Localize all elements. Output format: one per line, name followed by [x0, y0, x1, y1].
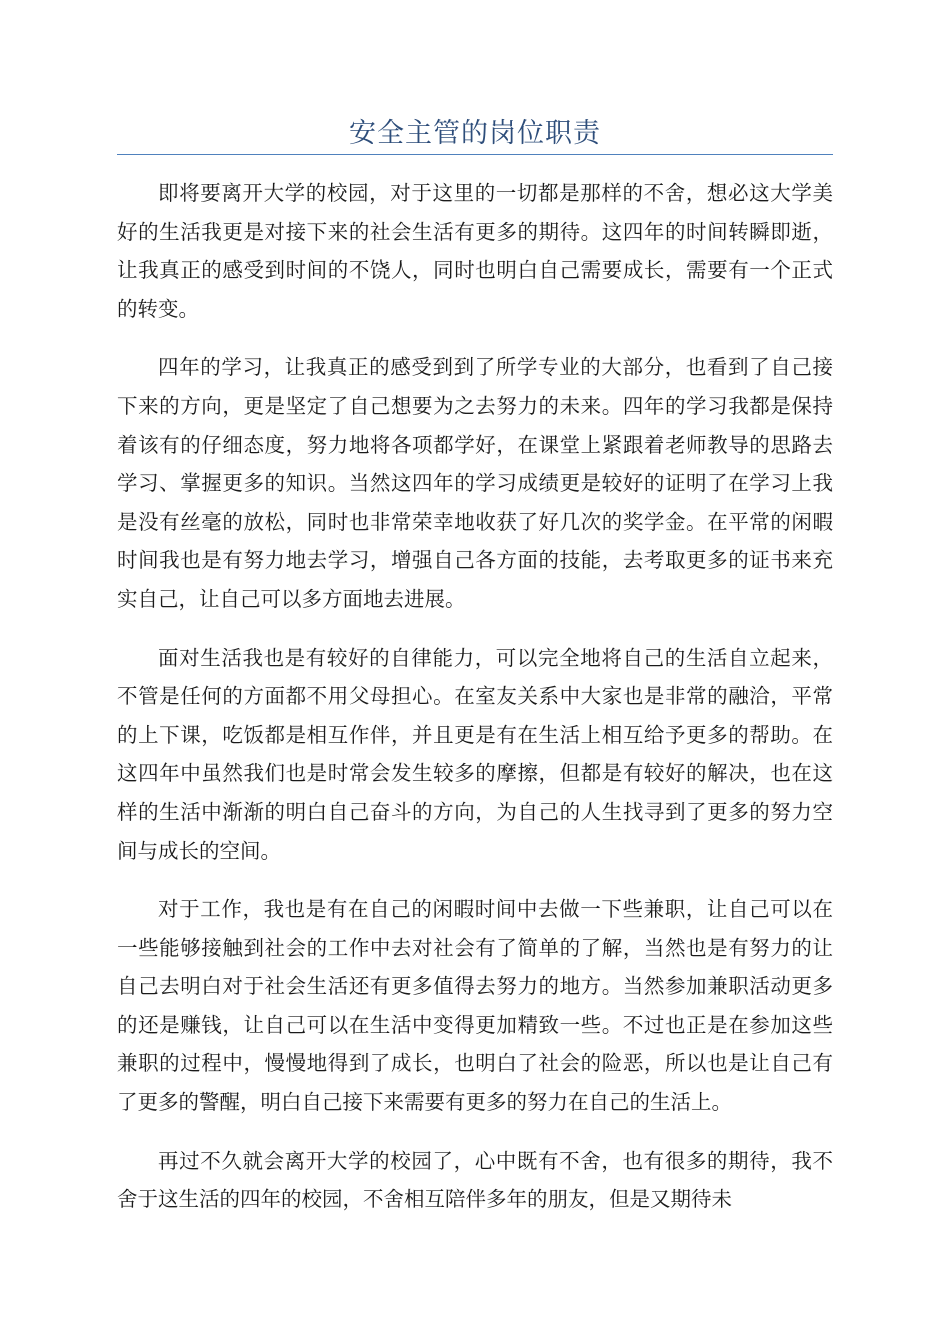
paragraph-5: 再过不久就会离开大学的校园了，心中既有不舍，也有很多的期待，我不舍于这生活的四年的校园，不舍相互陪伴多年的朋友，但是又期待未 [117, 1148, 833, 1212]
paragraph-3: 面对生活我也是有较好的自律能力，可以完全地将自己的生活自立起来，不管是任何的方面都不用父母担心。在室友关系中大家也是非常的融洽，平常的上下课，吃饭都是相互作伴，并且更是有在生活上相互给予更多的帮助。在这四年中虽然我们也是时常会发生较多的摩擦，但都是有较好的解决，也在这样的生活中渐渐的明白自己奋斗的方向，为自己的人生找寻到了更多的努力空间与成长的空间。 [117, 645, 833, 863]
document-body [117, 174, 833, 1239]
paragraph-1: 即将要离开大学的校园，对于这里的一切都是那样的不舍，想必这大学美好的生活我更是对接下来的社会生活有更多的期待。这四年的时间转瞬即逝，让我真正的感受到时间的不饶人，同时也明白自己需要成长，需要有一个正式的转变。 [117, 181, 833, 321]
paragraph-2: 四年的学习，让我真正的感受到到了所学专业的大部分，也看到了自己接下来的方向，更是坚定了自己想要为之去努力的未来。四年的学习我都是保持着该有的仔细态度，努力地将各项都学好，在课堂上紧跟着老师教导的思路去学习、掌握更多的知识。当然这四年的学习成绩更是较好的证明了在学习上我是没有丝毫的放松，同时也非常荣幸地收获了好几次的奖学金。在平常的闲暇时间我也是有努力地去学习，增强自己各方面的技能，去考取更多的证书来充实自己，让自己可以多方面地去进展。 [117, 355, 833, 611]
title-underline [117, 154, 833, 155]
paragraph-4: 对于工作，我也是有在自己的闲暇时间中去做一下些兼职，让自己可以在一些能够接触到社会的工作中去对社会有了简单的了解，当然也是有努力的让自己去明白对于社会生活还有更多值得去努力的地方。当然参加兼职活动更多的还是赚钱，让自己可以在生活中变得更加精致一些。不过也正是在参加这些兼职的过程中，慢慢地得到了成长，也明白了社会的险恶，所以也是让自己有了更多的警醒，明白自己接下来需要有更多的努力在自己的生活上。 [117, 897, 833, 1115]
page-title: 安全主管的岗位职责 [349, 118, 601, 149]
